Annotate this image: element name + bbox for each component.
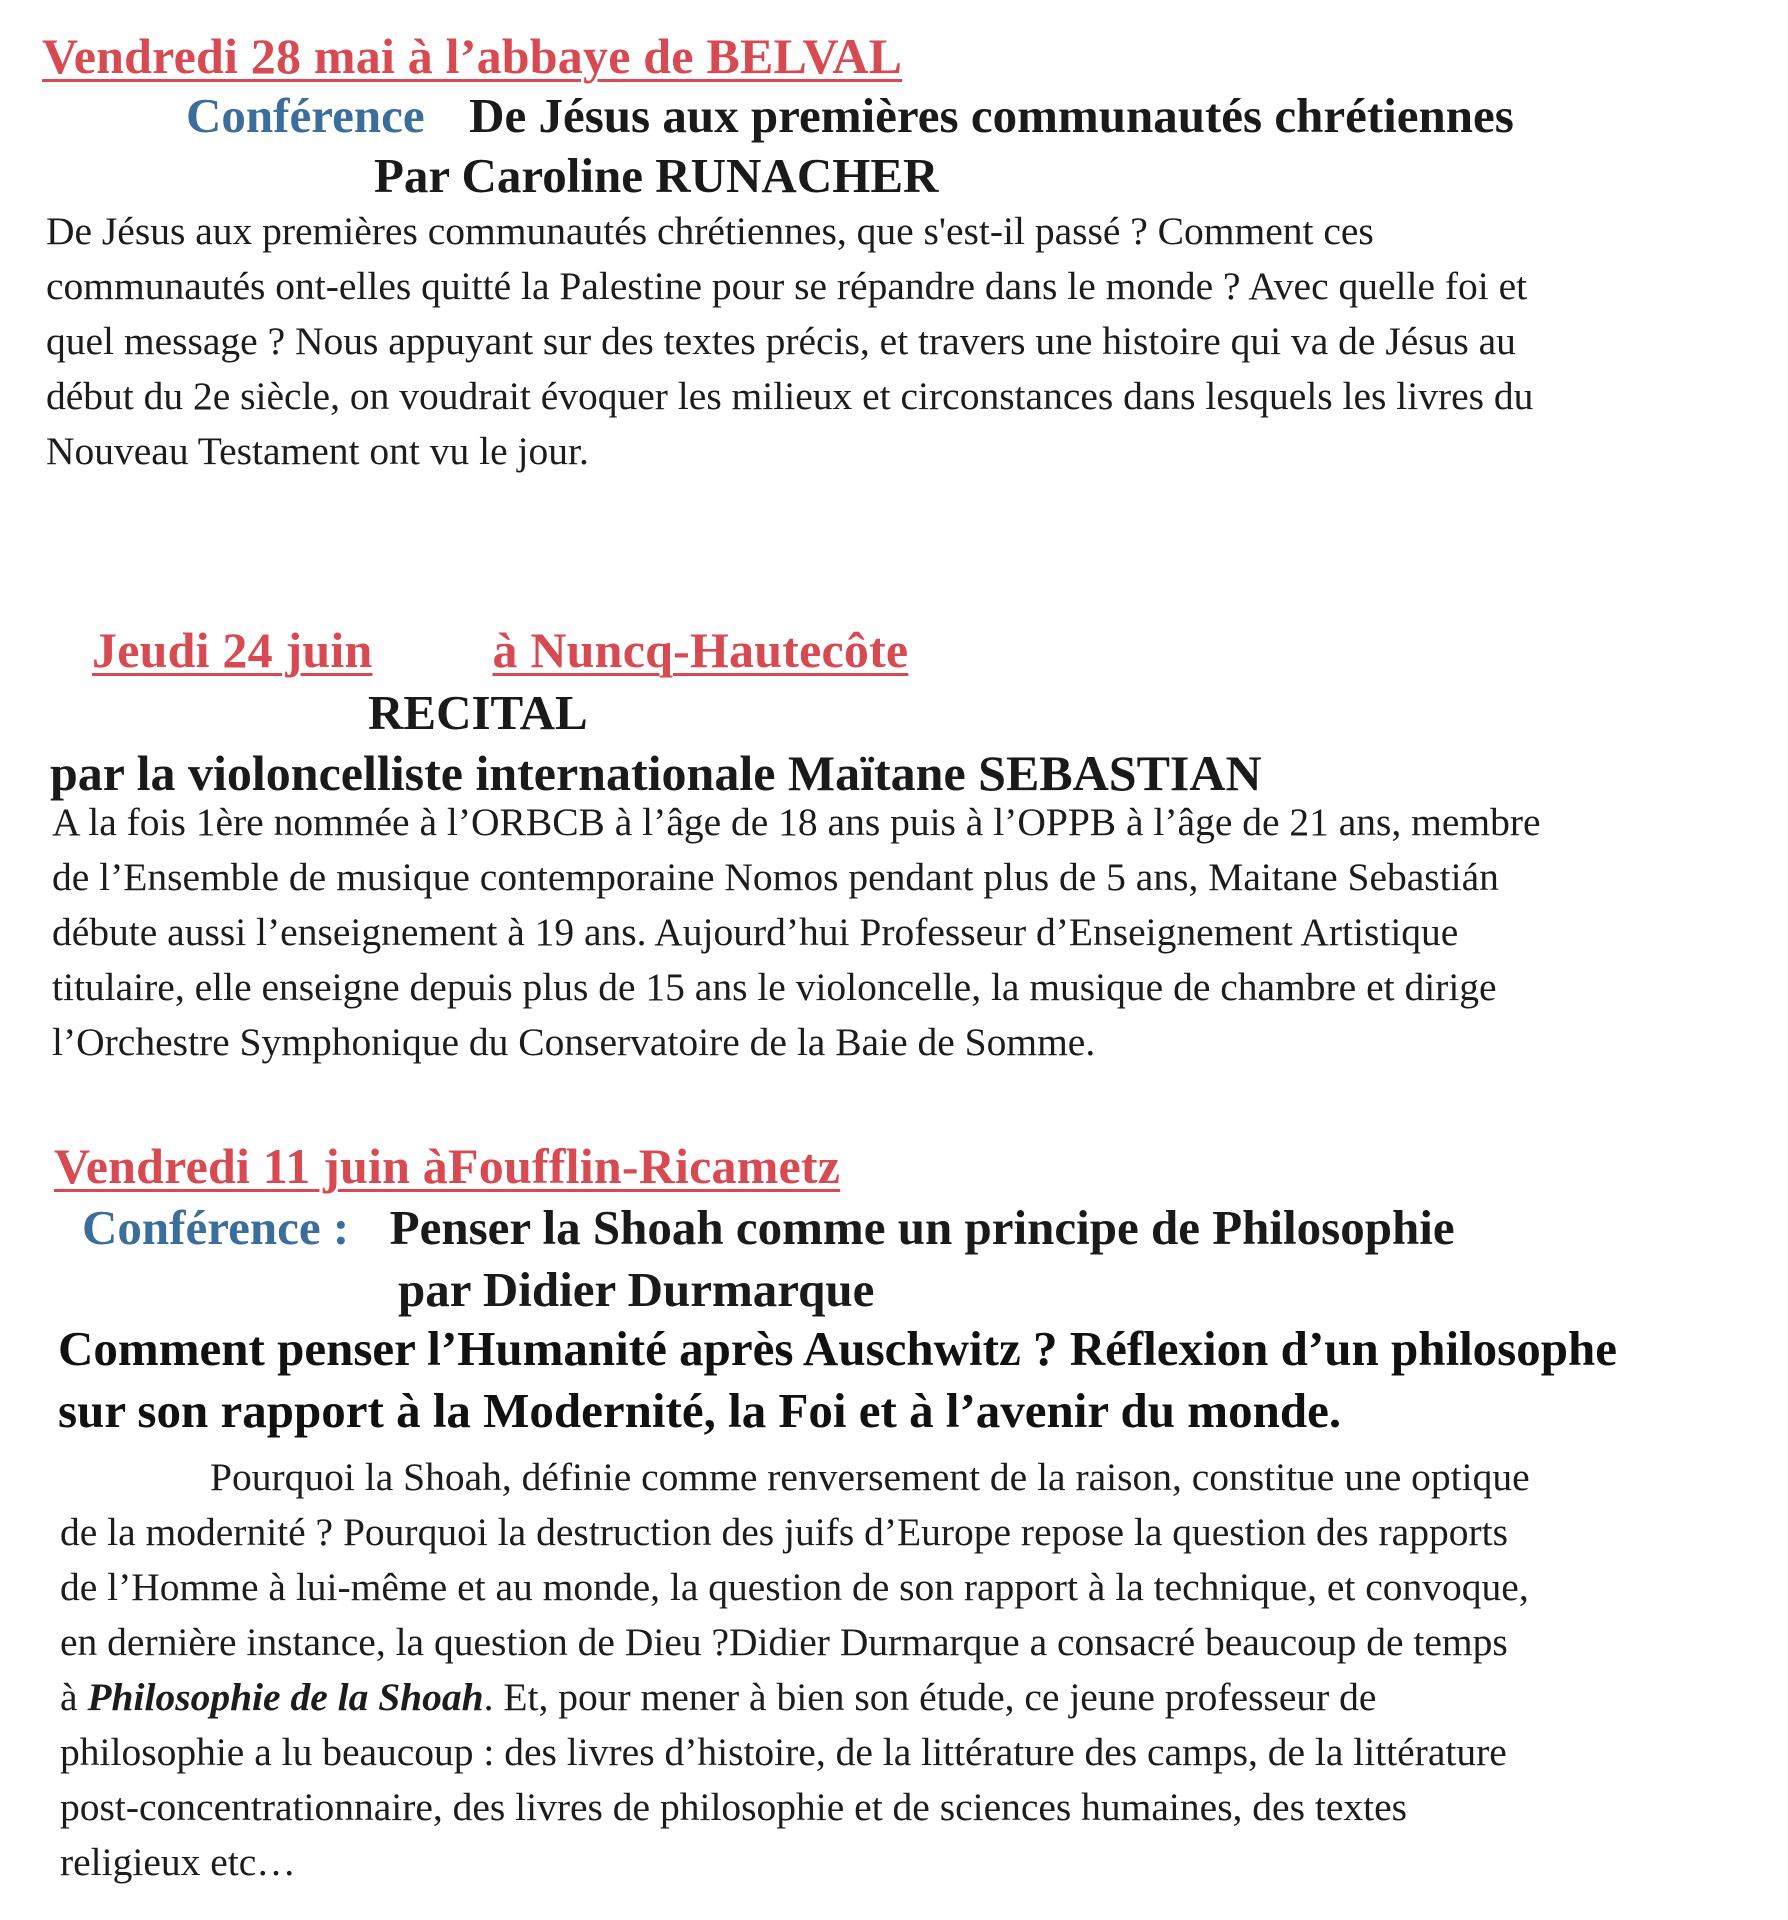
event1-title: De Jésus aux premières communautés chrétiennes [469,88,1514,143]
event3-title: Penser la Shoah comme un principe de Philosophie [389,1200,1455,1255]
event1-body [46,204,1746,479]
event2-body-line: l’Orchestre Symphonique du Conservatoire de la Baie de Somme. [52,1020,1096,1064]
event3-body-line: en dernière instance, la question de Dieu ?Didier Durmarque a consacré beaucoup de temps [60,1620,1508,1664]
event2-body-line: de l’Ensemble de musique contemporaine Nomos pendant plus de 5 ans, Maitane Sebastián [52,855,1499,899]
event3-date: Vendredi 11 juin àFoufflin-Ricametz [54,1138,841,1194]
event1-kind: Conférence [186,88,425,143]
event2-performer: par la violoncelliste internationale Maïtane SEBASTIAN [50,745,1262,801]
event1-speaker: Par Caroline RUNACHER [374,148,939,203]
event3-body-line: de l’Homme à lui-même et au monde, la question de son rapport à la technique, et convoque, [60,1565,1529,1609]
event2-date: Jeudi 24 juin [92,622,373,678]
event3-body-line [60,1450,1780,1505]
event1-body-line: De Jésus aux premières communautés chrétiennes, que s'est-il passé ? Comment ces [46,209,1374,253]
event2-place: à Nuncq-Hautecôte [492,622,909,678]
event3-title-line [82,1200,1455,1256]
event2-body-line: débute aussi l’enseignement à 19 ans. Aujourd’hui Professeur d’Enseignement Artistique [52,910,1459,954]
event3-body-text: Pourquoi la Shoah, définie comme renversement de la raison, constitue une optique [210,1455,1530,1499]
event2-body-line: A la fois 1ère nommée à l’ORBCB à l’âge de 18 ans puis à l’OPPB à l’âge de 21 ans, membre [52,800,1541,844]
event1-title-line [186,88,1514,144]
event1-body-line: Nouveau Testament ont vu le jour. [46,429,589,473]
event1-body-line: quel message ? Nous appuyant sur des textes précis, et travers une histoire qui va de Jésus au [46,319,1516,363]
event1-body-line: communautés ont-elles quitté la Palestine pour se répandre dans le monde ? Avec quelle foi et [46,264,1528,308]
event2-title: RECITAL [368,685,588,740]
event3-body-text: . Et, pour mener à bien son étude, ce jeune professeur de [483,1675,1377,1719]
event3-subhead-line: Comment penser l’Humanité après Auschwitz ? Réflexion d’un philosophe [58,1321,1618,1376]
event1-date: Vendredi 28 mai à l’abbaye de BELVAL [42,28,903,84]
event3-body-line [60,1670,1780,1725]
event3-subhead [58,1318,1617,1442]
event3-kind: Conférence : [82,1200,350,1255]
event2-body-line: titulaire, elle enseigne depuis plus de 15 ans le violoncelle, la musique de chambre et dirige [52,965,1497,1009]
event2-date-line [92,622,908,678]
book-title: Philosophie de la Shoah [87,1675,484,1719]
event3-body-line: post-concentrationnaire, des livres de philosophie et de sciences humaines, des textes [60,1785,1407,1829]
event1-body-line: début du 2e siècle, on voudrait évoquer les milieux et circonstances dans lesquels les livres du [46,374,1534,418]
event3-body-text: à [60,1675,88,1719]
event3-body-line: de la modernité ? Pourquoi la destruction des juifs d’Europe repose la question des rapports [60,1510,1508,1554]
event3-speaker: par Didier Durmarque [398,1262,875,1317]
event3-body-line: philosophie a lu beaucoup : des livres d’histoire, de la littérature des camps, de la littérature [60,1730,1507,1774]
event3-body-line: religieux etc… [60,1840,296,1884]
event2-body [52,795,1772,1070]
event3-subhead-line: sur son rapport à la Modernité, la Foi et à l’avenir du monde. [58,1383,1342,1438]
event3-body [60,1450,1780,1890]
